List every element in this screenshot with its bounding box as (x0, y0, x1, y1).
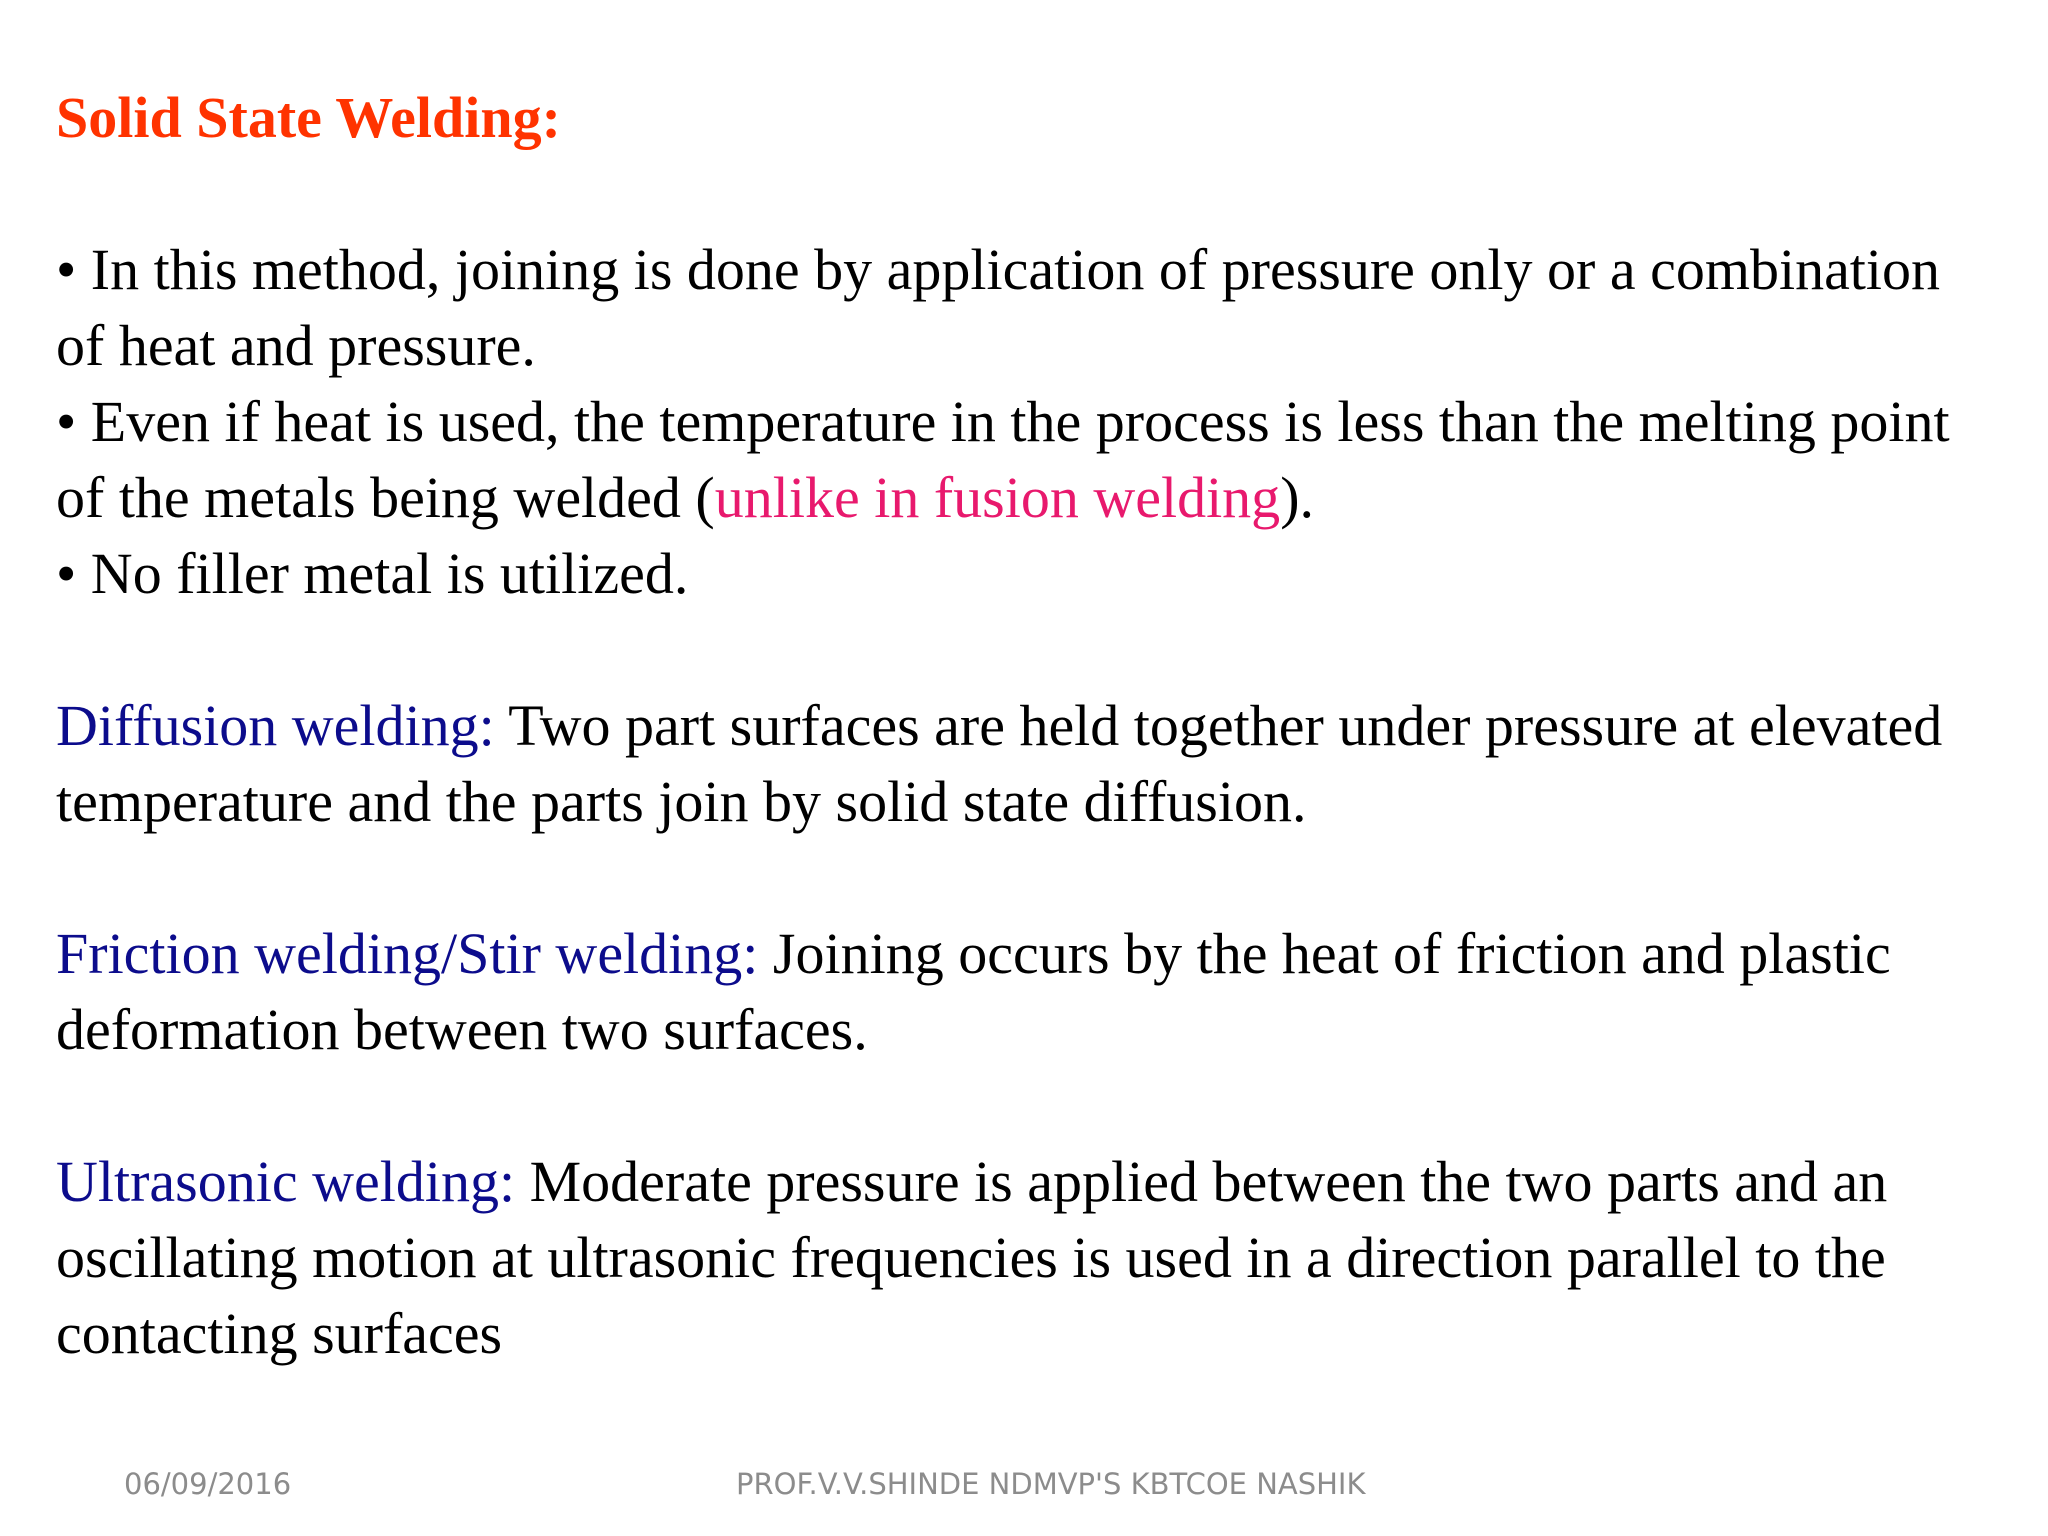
spacer (56, 840, 1996, 916)
definition-diffusion (56, 688, 1996, 840)
footer-author: PROF.V.V.SHINDE NDMVP'S KBTCOE NASHIK (736, 1467, 1366, 1501)
slide-content (56, 80, 1996, 1372)
spacer (56, 1068, 1996, 1144)
definition-ultrasonic (56, 1144, 1996, 1372)
footer-date: 06/09/2016 (124, 1467, 292, 1501)
definition-term: Diffusion welding: (56, 693, 495, 758)
definition-text: Two part surfaces are held together under pressure at elevated temperature and the parts join by solid state diffusion. (56, 693, 1943, 834)
definition-friction (56, 916, 1996, 1068)
bullet-2-highlight: unlike in fusion welding (714, 465, 1281, 530)
definition-term: Friction welding/Stir welding: (56, 921, 759, 986)
bullet-2 (56, 384, 1996, 536)
definition-text: Joining occurs by the heat of friction and plastic deformation between two surfaces. (56, 921, 1891, 1062)
spacer (56, 156, 1996, 232)
bullet-2-after: ). (1280, 465, 1315, 530)
bullet-1: • In this method, joining is done by application of pressure only or a combination of heat and pressure. (56, 237, 1941, 378)
definition-text: Moderate pressure is applied between the two parts and an oscillating motion at ultrasonic frequencies is used in a direction parallel to the contacting surfaces (56, 1149, 1888, 1366)
bullet-2-before: • Even if heat is used, the temperature in the process is less than the melting point of the metals being welded ( (56, 389, 1950, 530)
slide-title: Solid State Welding: (56, 85, 561, 150)
bullet-3: • No filler metal is utilized. (56, 541, 689, 606)
spacer (56, 612, 1996, 688)
definition-term: Ultrasonic welding: (56, 1149, 516, 1214)
